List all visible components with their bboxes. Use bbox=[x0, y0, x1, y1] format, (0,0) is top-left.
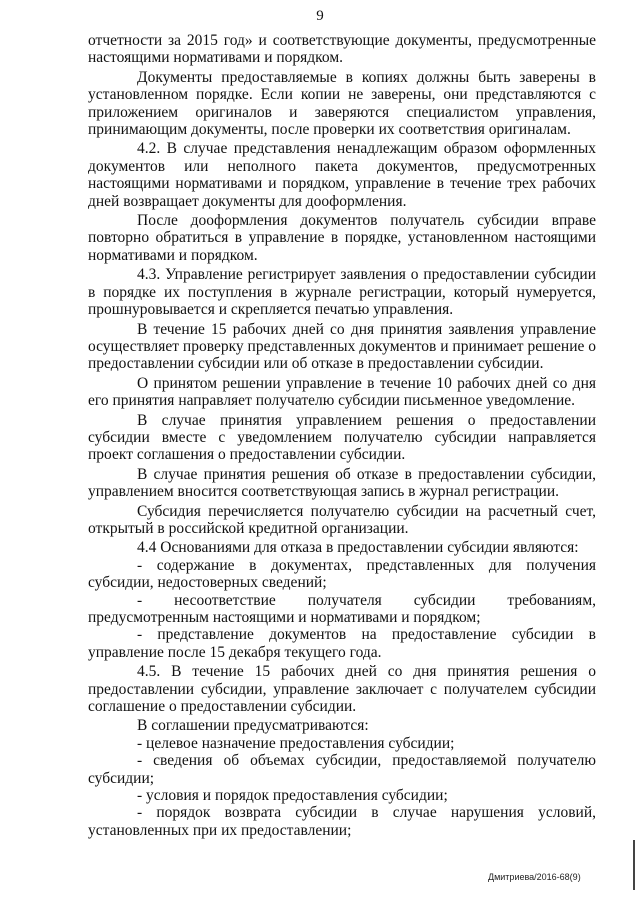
paragraph: О принятом решении управление в течение 10 рабочих дней со дня его принятия направляет получателю субсидии письменное уведомление. bbox=[88, 374, 596, 410]
paragraph: 4.4 Основаниями для отказа в предоставлении субсидии являются: bbox=[137, 539, 579, 557]
scan-edge-mark bbox=[633, 840, 635, 890]
list-item: - содержание в документах, представленных для получения субсидии, недостоверных сведений; bbox=[88, 556, 596, 592]
list-item: - условия и порядок предоставления субсидии; bbox=[137, 787, 448, 805]
list-item: - сведения об объемах субсидии, предоставляемой получателю субсидии; bbox=[88, 752, 596, 787]
paragraph: В течение 15 рабочих дней со дня принятия заявления управление осуществляет проверку представленных документов и принимает решение о предоставлении субсидии или об отказе в предоставлении субсидии. bbox=[88, 320, 596, 373]
paragraph: 4.3. Управление регистрирует заявления о предоставлении субсидии в порядке их поступления в журнале регистрации, который нумеруется, прошнуровывается и скрепляется печатью управления. bbox=[88, 266, 596, 319]
list-item: - несоответствие получателя субсидии требованиям, предусмотренным настоящими и нормативами и порядком; bbox=[88, 591, 596, 626]
paragraph: 4.5. В течение 15 рабочих дней со дня принятия решения о предоставлении субсидии, управление заключает с получателем субсидии соглашение о предоставлении субсидии. bbox=[88, 663, 596, 716]
paragraph: 4.2. В случае представления ненадлежащим образом оформленных документов или неполного пакета документов, предусмотренных настоящими нормативами и порядком, управление в течение трех рабочих дней возвращает документы для дооформления. bbox=[88, 140, 596, 210]
paragraph: В соглашении предусматриваются: bbox=[137, 717, 369, 735]
document-footer-code: Дмитриева/2016-68(9) bbox=[488, 872, 581, 882]
list-item: - порядок возврата субсидии в случае нарушения условий, установленных при их предоставлении; bbox=[88, 804, 596, 839]
paragraph: После дооформления документов получатель субсидии вправе повторно обратиться в управление в порядке, установленном настоящими нормативами и порядком. bbox=[88, 212, 596, 264]
paragraph: В случае принятия решения об отказе в предоставлении субсидии, управлением вносится соответствующая запись в журнал регистрации. bbox=[88, 465, 596, 501]
document-body bbox=[88, 32, 596, 839]
paragraph: Документы предоставляемые в копиях должны быть заверены в установленном порядке. Если копии не заверены, они представляются с приложением оригиналов и заверяются специалистом управления, принимающим документы, после проверки их соответствия оригиналам. bbox=[88, 68, 596, 139]
paragraph: В случае принятия управлением решения о предоставлении субсидии вместе с уведомлением получателю субсидии направляется проект соглашения о предоставлении субсидии. bbox=[88, 411, 596, 464]
list-item: - представление документов на предоставление субсидии в управление после 15 декабря текущего года. bbox=[88, 626, 596, 661]
paragraph: отчетности за 2015 год» и соответствующие документы, предусмотренные настоящими нормативами и порядком. bbox=[88, 32, 596, 67]
list-item: - целевое назначение предоставления субсидии; bbox=[137, 734, 455, 752]
paragraph: Субсидия перечисляется получателю субсидии на расчетный счет, открытый в российской кредитной организации. bbox=[88, 502, 596, 537]
page-number: 9 bbox=[316, 8, 324, 24]
